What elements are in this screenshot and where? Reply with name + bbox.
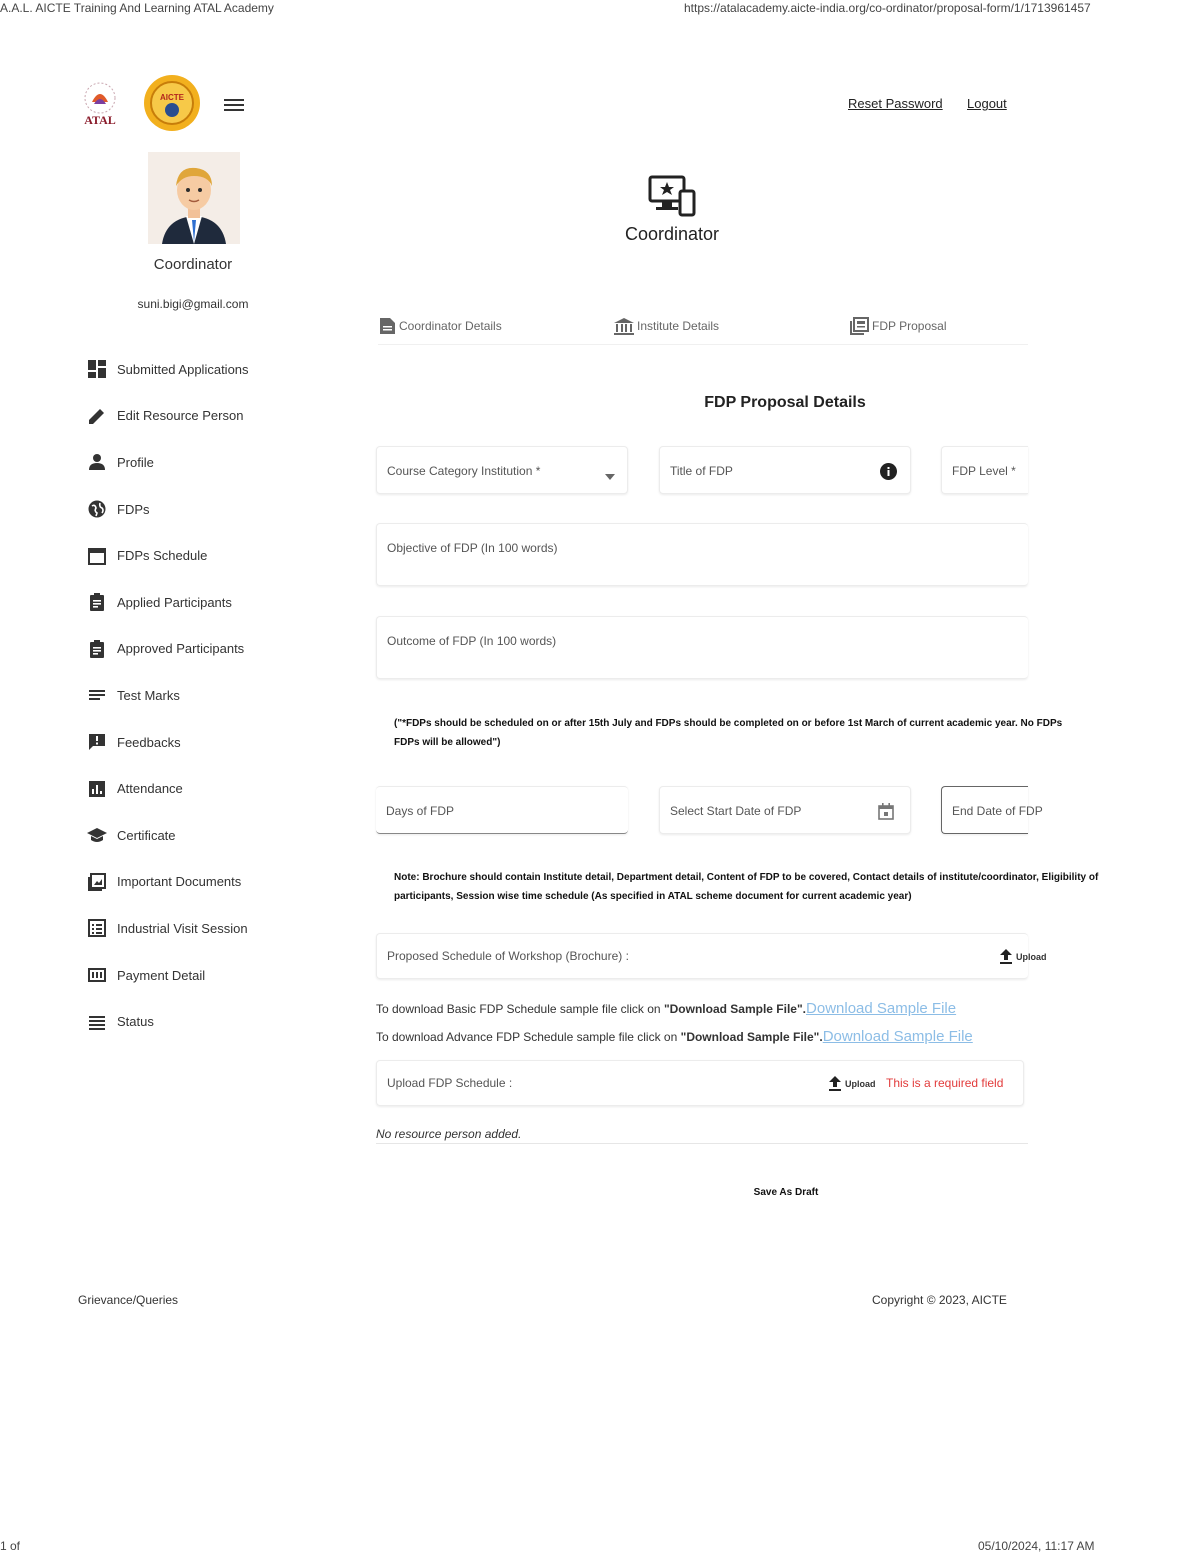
sidebar-item-label: FDPs Schedule (117, 548, 208, 564)
upload-icon (828, 1076, 842, 1091)
clipboard-icon (86, 591, 108, 613)
sidebar-item-payment-detail[interactable] (86, 952, 336, 999)
sidebar-item-label: Industrial Visit Session (117, 920, 248, 936)
sidebar-item-label: Applied Participants (117, 594, 232, 610)
feedback-icon (86, 731, 108, 753)
schedule-upload-button[interactable] (828, 1076, 876, 1091)
sidebar-item-important-documents[interactable] (86, 859, 336, 906)
calendar-icon[interactable] (878, 803, 894, 825)
brochure-note-line: participants, Session wise time schedule (As specified in ATAL scheme document for current academic year) (394, 891, 912, 902)
no-resource-message: No resource person added. (376, 1127, 522, 1141)
atal-logo-text: ATAL (84, 113, 116, 127)
page-title: Coordinator (624, 224, 720, 244)
globe-icon (86, 498, 108, 520)
sidebar-item-feedbacks[interactable] (86, 719, 336, 766)
schedule-note-line: FDPs will be allowed") (394, 737, 501, 748)
basic-download-link[interactable]: Download Sample File (806, 1000, 957, 1017)
sidebar-item-fdps[interactable] (86, 486, 336, 533)
sidebar-item-label: Important Documents (117, 874, 242, 890)
image-icon (86, 871, 108, 893)
upload-icon (999, 949, 1013, 964)
end-date-input[interactable] (941, 786, 1043, 834)
reset-password-link[interactable]: Reset Password (848, 96, 943, 111)
basic-download-text: To download Basic FDP Schedule sample file click on (376, 1002, 664, 1016)
start-date-label: Select Start Date of FDP (670, 804, 802, 818)
form-icon (86, 917, 108, 939)
print-header-title: A.A.L. AICTE Training And Learning ATAL Academy (0, 1, 274, 15)
sidebar-item-submitted-applications[interactable] (86, 346, 336, 393)
devices-icon (648, 175, 696, 219)
sidebar-item-label: Attendance (117, 781, 183, 797)
print-header-url: https://atalacademy.aicte-india.org/co-ordinator/proposal-form/1/1713961457 (684, 1, 1091, 15)
library-icon (849, 317, 869, 335)
pencil-icon (86, 405, 108, 427)
outcome-textarea[interactable] (376, 616, 1028, 679)
advance-download-text: To download Advance FDP Schedule sample file click on (376, 1030, 681, 1044)
start-date-picker[interactable] (659, 786, 911, 834)
outcome-label: Outcome of FDP (In 100 words) (387, 634, 557, 648)
sidebar-item-attendance[interactable] (86, 765, 336, 812)
sidebar-item-label: Certificate (117, 827, 176, 843)
objective-label: Objective of FDP (In 100 words) (387, 541, 558, 555)
institution-icon (614, 317, 634, 335)
days-of-fdp-label: Days of FDP (386, 804, 455, 818)
grievance-link[interactable]: Grievance/Queries (78, 1293, 179, 1307)
sidebar-nav (86, 346, 336, 1045)
tab-coordinator-details[interactable] (379, 317, 502, 335)
upload-button-label: Upload (1016, 951, 1047, 962)
graduation-cap-icon (86, 824, 108, 846)
dashboard-icon (86, 358, 108, 380)
user-email: suni.bigi@gmail.com (137, 297, 249, 311)
sidebar-item-label: Submitted Applications (117, 361, 249, 377)
tab-fdp-proposal[interactable] (849, 317, 946, 335)
sidebar-item-label: Feedbacks (117, 734, 181, 750)
required-field-error: This is a required field (886, 1076, 1004, 1090)
basic-download-bold: "Download Sample File". (663, 1002, 807, 1016)
proposal-tabs (378, 314, 1028, 345)
sidebar-item-applied-participants[interactable] (86, 579, 336, 626)
schedule-upload-row (376, 1060, 1024, 1106)
tab-label: FDP Proposal (872, 319, 947, 333)
sidebar-item-certificate[interactable] (86, 812, 336, 859)
print-footer-date: 05/10/2024, 11:17 AM (978, 1539, 1095, 1553)
list-icon (86, 1011, 108, 1033)
sidebar-item-label: Approved Participants (117, 641, 245, 657)
title-of-fdp-label: Title of FDP (670, 464, 733, 478)
basic-schedule-download-line (376, 1000, 956, 1017)
calendar-icon (86, 545, 108, 567)
sidebar-item-label: Test Marks (117, 687, 180, 703)
brochure-note (394, 868, 1099, 906)
fdp-level-select[interactable] (941, 446, 1028, 494)
schedule-upload-label: Upload FDP Schedule : (387, 1076, 513, 1090)
money-icon (86, 964, 108, 986)
chevron-down-icon (605, 467, 615, 485)
schedule-note-line: ("*FDPs should be scheduled on or after 15th July and FDPs should be completed on or before 1st March of current academic year. No FDPs (394, 718, 1063, 729)
brochure-note-line: Note: Brochure should contain Institute detail, Department detail, Content of FDP to be covered, Contact details of institute/coordinator, Eligibility of (394, 872, 1099, 883)
bar-chart-icon (86, 778, 108, 800)
menu-toggle-icon[interactable] (224, 96, 244, 114)
title-of-fdp-input[interactable] (659, 446, 911, 494)
sidebar-item-label: Status (117, 1014, 154, 1030)
logout-link[interactable]: Logout (967, 96, 1007, 111)
end-date-label: End Date of FDP (952, 804, 1043, 818)
lines-icon (86, 684, 108, 706)
sidebar-item-profile[interactable] (86, 439, 336, 486)
person-icon (86, 451, 108, 473)
print-footer-page: 1 of (0, 1539, 21, 1553)
objective-textarea[interactable] (376, 523, 1028, 586)
days-of-fdp-input[interactable] (376, 786, 628, 834)
course-category-label: Course Category Institution * (387, 464, 541, 478)
document-icon (379, 317, 396, 335)
section-title: FDP Proposal Details (704, 394, 866, 411)
upload-button-label: Upload (845, 1078, 876, 1089)
save-draft-button[interactable]: Save As Draft (740, 1184, 832, 1200)
sidebar-item-industrial-visit-session[interactable] (86, 905, 336, 952)
sidebar-item-status[interactable] (86, 998, 336, 1045)
fdp-level-label: FDP Level * (952, 464, 1016, 478)
course-category-select[interactable] (376, 446, 628, 494)
divider (376, 1143, 1028, 1144)
brochure-upload-label: Proposed Schedule of Workshop (Brochure) : (387, 949, 629, 963)
tab-label: Coordinator Details (399, 319, 502, 333)
aicte-logo[interactable] (143, 74, 201, 132)
aicte-logo-text: AICTE (160, 93, 184, 102)
advance-download-link[interactable]: Download Sample File (822, 1028, 973, 1045)
advance-download-bold: "Download Sample File". (680, 1030, 823, 1044)
sidebar-item-label: Edit Resource Person (117, 408, 244, 424)
atal-logo[interactable] (74, 80, 126, 128)
sidebar-item-test-marks[interactable] (86, 672, 336, 719)
sidebar-item-approved-participants[interactable] (86, 626, 336, 673)
advance-schedule-download-line (376, 1028, 973, 1045)
tab-institute-details[interactable] (614, 317, 719, 335)
sidebar-item-fdps-schedule[interactable] (86, 532, 336, 579)
brochure-upload-row (376, 933, 1047, 979)
sidebar-item-label: FDPs (117, 501, 150, 517)
sidebar-item-label: Profile (117, 454, 154, 470)
schedule-note (394, 714, 1063, 752)
brochure-upload-button[interactable] (999, 949, 1047, 964)
sidebar-item-label: Payment Detail (117, 967, 206, 983)
clipboard-icon (86, 638, 108, 660)
user-role: Coordinator (153, 256, 233, 273)
avatar (148, 152, 240, 244)
tab-label: Institute Details (637, 319, 720, 333)
sidebar-item-edit-resource-person[interactable] (86, 393, 336, 440)
copyright-text: Copyright © 2023, AICTE (872, 1293, 1007, 1307)
info-icon[interactable] (880, 463, 897, 485)
